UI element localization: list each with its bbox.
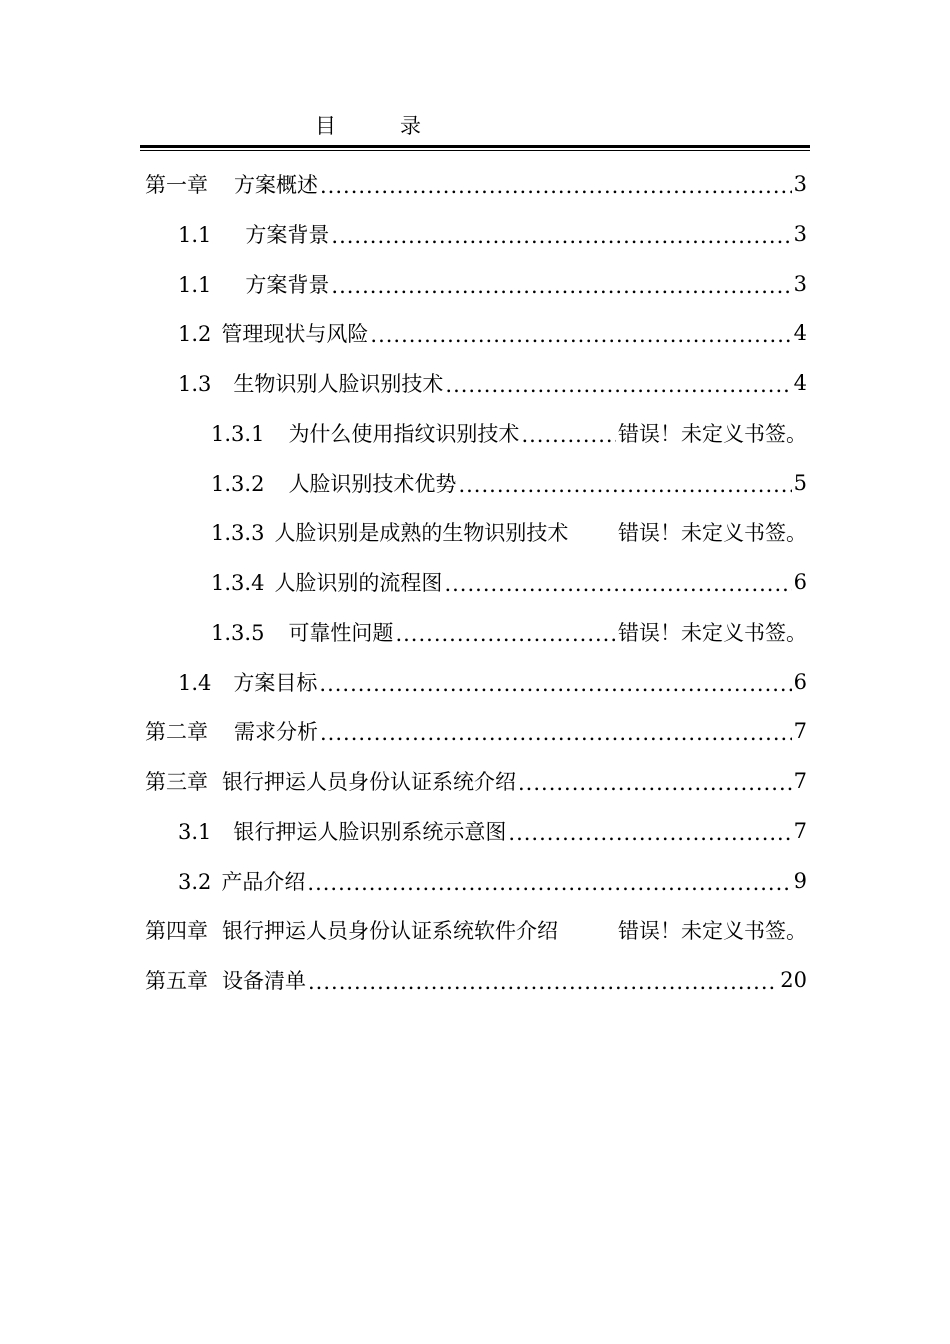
- heading-rule-thin: [140, 150, 810, 151]
- entry-page-number: 7: [793, 769, 807, 793]
- entry-page-number: 3: [793, 272, 807, 296]
- dot-leader: [518, 771, 792, 795]
- entry-number: 第五章: [145, 969, 208, 993]
- entry-title: 银行押运人员身份认证系统介绍: [222, 770, 516, 794]
- dot-leader: [444, 572, 791, 596]
- toc-entry-1-3-1[interactable]: [211, 408, 807, 458]
- entry-number: 1.3.3: [211, 521, 265, 545]
- toc-entry-chapter-5[interactable]: [145, 955, 807, 1005]
- entry-page-number: 20: [780, 968, 807, 992]
- entry-page-number: 5: [793, 471, 807, 495]
- entry-page-number: 4: [793, 371, 807, 395]
- dot-leader: [319, 672, 791, 696]
- dot-leader: [395, 622, 616, 646]
- entry-title: 银行押运人脸识别系统示意图: [233, 820, 507, 844]
- entry-error-text: 错误！未定义书签。: [618, 621, 807, 645]
- entry-number: 3.1: [178, 820, 212, 844]
- toc-entry-chapter-3[interactable]: [145, 756, 807, 806]
- entry-number: 1.4: [178, 671, 212, 695]
- entry-title: 方案背景: [245, 223, 330, 247]
- entry-number: 1.3.4: [211, 571, 265, 595]
- dot-leader: [458, 473, 791, 497]
- dot-leader: [331, 224, 791, 248]
- entry-page-number: 3: [793, 222, 807, 246]
- dot-leader: [308, 970, 778, 994]
- dot-leader: [370, 323, 791, 347]
- dot-leader: [331, 274, 791, 298]
- entry-number: 1.3.2: [211, 472, 265, 496]
- entry-page-number: 9: [793, 869, 807, 893]
- toc-entry-1-3-4[interactable]: [211, 557, 807, 607]
- entry-error-text: 错误！未定义书签。: [618, 422, 807, 446]
- entry-number: 1.3.5: [211, 621, 265, 645]
- entry-number: 第一章: [145, 173, 208, 197]
- entry-page-number: 4: [793, 321, 807, 345]
- toc-entry-1-2[interactable]: [178, 308, 807, 358]
- toc-entry-chapter-2[interactable]: [145, 706, 807, 756]
- entry-page-number: 7: [793, 819, 807, 843]
- toc-entry-3-2[interactable]: [178, 856, 807, 906]
- toc-entry-1-3[interactable]: [178, 358, 807, 408]
- entry-title: 设备清单: [222, 969, 306, 993]
- entry-title: 为什么使用指纹识别技术: [288, 422, 520, 446]
- dot-leader: [508, 821, 791, 845]
- dot-leader: [521, 423, 616, 447]
- entry-title: 管理现状与风险: [221, 322, 369, 346]
- dot-leader: [445, 373, 791, 397]
- toc-entry-3-1[interactable]: [178, 806, 807, 856]
- toc-entry-1-3-2[interactable]: [211, 458, 807, 508]
- toc-heading-text: 目录: [315, 114, 485, 138]
- entry-number: 1.2: [178, 322, 212, 346]
- entry-number: 第二章: [145, 720, 208, 744]
- dot-leader: [320, 174, 792, 198]
- entry-title: 人脸识别技术优势: [288, 472, 457, 496]
- dot-leader: [320, 721, 792, 745]
- entry-number: 1.3.1: [211, 422, 265, 446]
- entry-number: 1.3: [178, 372, 212, 396]
- entry-number: 第四章: [145, 919, 208, 943]
- entry-title: 方案目标: [233, 671, 318, 695]
- toc-entry-chapter-1[interactable]: [145, 159, 807, 209]
- entry-title: 生物识别人脸识别技术: [233, 372, 444, 396]
- heading-rule-thick: [140, 145, 810, 148]
- toc-heading: [140, 110, 810, 142]
- entry-title: 可靠性问题: [288, 621, 394, 645]
- entry-page-number: 6: [793, 570, 807, 594]
- entry-title: 产品介绍: [221, 870, 306, 894]
- entry-title: 人脸识别的流程图: [274, 571, 443, 595]
- entry-page-number: 6: [793, 670, 807, 694]
- entry-number: 1.1: [178, 223, 212, 247]
- toc-entry-1-1-duplicate[interactable]: [178, 259, 807, 309]
- entry-number: 1.1: [178, 273, 212, 297]
- toc-entry-1-3-5[interactable]: [211, 607, 807, 657]
- entry-title: 银行押运人员身份认证系统软件介绍: [222, 919, 558, 943]
- entry-page-number: 3: [793, 172, 807, 196]
- entry-number: 3.2: [178, 870, 212, 894]
- toc-entry-1-4[interactable]: [178, 657, 807, 707]
- entry-title: 方案背景: [245, 273, 330, 297]
- dot-leader: [307, 871, 791, 895]
- toc-entry-1-1[interactable]: [178, 209, 807, 259]
- entry-error-text: 错误！未定义书签。: [618, 919, 807, 943]
- entry-error-text: 错误！未定义书签。: [618, 521, 807, 545]
- entry-title: 需求分析: [234, 720, 318, 744]
- entry-number: 第三章: [145, 770, 208, 794]
- entry-title: 方案概述: [234, 173, 318, 197]
- toc-entry-1-3-3[interactable]: [211, 507, 807, 557]
- entry-page-number: 7: [793, 719, 807, 743]
- entry-title: 人脸识别是成熟的生物识别技术: [274, 521, 569, 545]
- toc-entry-chapter-4[interactable]: [145, 905, 807, 955]
